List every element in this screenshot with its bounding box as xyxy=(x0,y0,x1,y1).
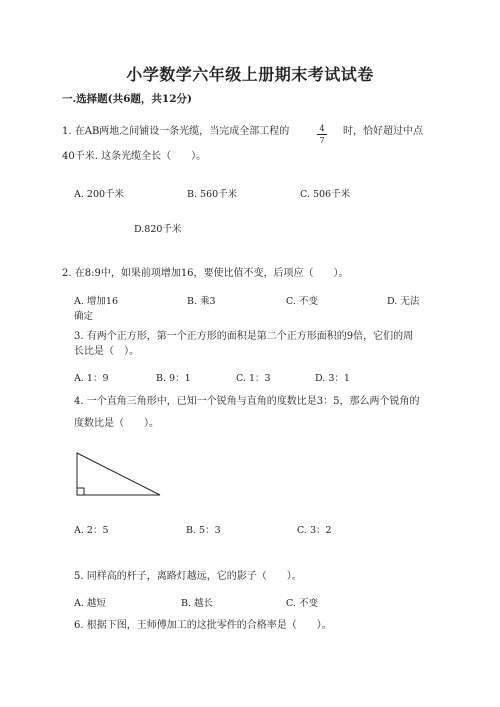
option-d[interactable]: D. 3：1 xyxy=(315,373,350,384)
option-b[interactable]: B. 5：3 xyxy=(186,525,221,536)
question-3-stem-line2: 长比是（ ）。 xyxy=(74,346,139,357)
question-1-stem: 1. 在AB两地之间铺设一条光缆，当完成全部工程的 xyxy=(62,126,290,137)
right-triangle-figure xyxy=(74,450,164,498)
option-a[interactable]: A. 200千米 xyxy=(74,189,125,200)
question-1-stem-line2: 40千米. 这条光缆全长（ ）。 xyxy=(62,151,207,162)
option-a[interactable]: A. 2：5 xyxy=(74,525,109,536)
option-b[interactable]: B. 9：1 xyxy=(156,373,191,384)
fraction-denominator: 7 xyxy=(319,136,325,145)
option-a[interactable]: A. 1：9 xyxy=(74,373,109,384)
option-b[interactable]: B. 越长 xyxy=(181,598,214,609)
section-heading: 一.选择题(共6题，共12分) xyxy=(62,93,193,105)
option-d-continued: 确定 xyxy=(74,311,94,322)
option-a[interactable]: A. 增加16 xyxy=(74,296,118,307)
question-5-stem: 5. 同样高的杆子，离路灯越远，它的影子（ ）。 xyxy=(74,571,302,582)
question-2-stem: 2. 在8:9中，如果前项增加16，要使比值不变，后项应（ ）。 xyxy=(62,268,349,279)
option-c[interactable]: C. 不变 xyxy=(286,598,318,609)
option-c[interactable]: C. 3：2 xyxy=(297,525,332,536)
option-d[interactable]: D. 无法 xyxy=(387,296,420,307)
right-angle-mark xyxy=(77,488,84,495)
option-a[interactable]: A. 越短 xyxy=(74,598,106,609)
page-title: 小学数学六年级上册期末考试试卷 xyxy=(126,65,374,84)
option-b[interactable]: B. 560千米 xyxy=(187,189,238,200)
question-3-stem: 3. 有两个正方形，第一个正方形的面积是第二个正方形面积的9倍，它们的周 xyxy=(74,331,414,342)
option-b[interactable]: B. 乘3 xyxy=(187,296,216,307)
question-4-stem: 4. 一个直角三角形中，已知一个锐角与直角的度数比是3：5，那么两个锐角的 xyxy=(74,396,420,407)
question-6-stem: 6. 根据下图，王师傅加工的这批零件的合格率是（ ）。 xyxy=(74,620,332,631)
fraction-numerator: 4 xyxy=(319,124,325,133)
option-c[interactable]: C. 1：3 xyxy=(236,373,271,384)
option-c[interactable]: C. 506千米 xyxy=(300,189,351,200)
option-c[interactable]: C. 不变 xyxy=(286,296,318,307)
question-4-stem-line2: 度数比是（ ）。 xyxy=(74,418,159,429)
question-1-stem-cont: 时，恰好超过中点 xyxy=(343,126,423,137)
option-d[interactable]: D.820千米 xyxy=(134,224,182,235)
triangle xyxy=(77,453,160,495)
fraction xyxy=(316,124,328,145)
fraction-bar xyxy=(317,134,327,135)
